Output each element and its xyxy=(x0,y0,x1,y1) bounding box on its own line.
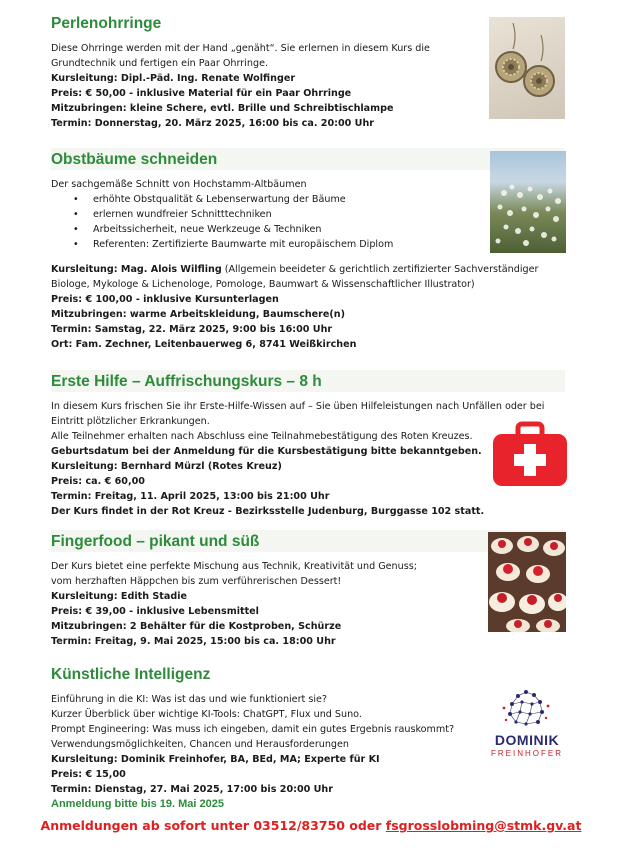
course-price: Preis: € 50,00 - inklusive Material für ein Paar Ohrringe xyxy=(51,88,352,99)
first-aid-kit-icon xyxy=(490,420,570,488)
course-leader: Kursleitung: Dipl.-Päd. Ing. Renate Wolfinger xyxy=(51,73,296,84)
course-date: Termin: Donnerstag, 20. März 2025, 16:00 bis ca. 20:00 Uhr xyxy=(51,118,375,129)
description-line: Eintritt plötzlicher Erkrankungen. xyxy=(51,416,210,427)
course-date: Termin: Samstag, 22. März 2025, 9:00 bis 16:00 Uhr xyxy=(51,324,333,335)
course-leader: Kursleitung: Bernhard Mürzl (Rotes Kreuz) xyxy=(51,461,282,472)
course-bring: Mitzubringen: 2 Behälter für die Kostproben, Schürze xyxy=(51,621,342,632)
course-leader: Kursleitung: Dominik Freinhofer, BA, BEd, MA; Experte für KI xyxy=(51,754,380,765)
course-leader: Kursleitung: Edith Stadie xyxy=(51,591,188,602)
course-title: Künstliche Intelligenz xyxy=(51,666,211,683)
list-item: • Arbeitssicherheit, neue Werkzeuge & Techniken xyxy=(51,222,538,237)
earrings-photo xyxy=(489,17,565,119)
logo-subtitle: FREINHOFER xyxy=(491,749,563,758)
leader-info: (Allgemein beeideter & gerichtlich zertifizierter Sachverständiger xyxy=(221,264,539,275)
course-date: Termin: Freitag, 11. April 2025, 13:00 bis 21:00 Uhr xyxy=(51,491,330,502)
course-date: Termin: Dienstag, 27. Mai 2025, 17:00 bis 20:00 Uhr xyxy=(51,784,333,795)
description-line: vom herzhaften Häppchen bis zum verführerischen Dessert! xyxy=(51,576,342,587)
course-bring: Mitzubringen: kleine Schere, evtl. Brille und Schreibtischlampe xyxy=(51,103,394,114)
course-erste-hilfe xyxy=(51,372,544,519)
description-line: In diesem Kurs frischen Sie ihr Erste-Hilfe-Wissen auf – Sie üben Hilfeleistungen nach Unfällen oder bei xyxy=(51,401,545,412)
course-obstbaeume xyxy=(51,150,538,352)
course-price: Preis: € 39,00 - inklusive Lebensmittel xyxy=(51,606,259,617)
description-line: Diese Ohrringe werden mit der Hand „genäht“. Sie erlernen in diesem Kurs die xyxy=(51,43,430,54)
description-line: Verwendungsmöglichkeiten, Chancen und Herausforderungen xyxy=(51,739,350,750)
dominik-freinhofer-logo xyxy=(482,686,572,762)
brain-network-icon xyxy=(482,686,572,736)
description-line: Alle Teilnehmer erhalten nach Abschluss eine Teilnahmebestätigung des Roten Kreuzes. xyxy=(51,431,473,442)
leader-info: Biologe, Mykologe & Lichenologe, Pomologe, Baumwart & Wissenschaftlicher Illustrator) xyxy=(51,279,475,290)
logo-name: DOMINIK xyxy=(494,732,560,748)
list-item: • erhöhte Obstqualität & Lebenserwartung der Bäume xyxy=(51,192,538,207)
description-line: Grundtechnik und fertigen ein Paar Ohrringe. xyxy=(51,58,269,69)
course-ki xyxy=(51,665,454,812)
registration-deadline: Anmeldung bitte bis 19. Mai 2025 xyxy=(51,798,224,810)
birthdate-note: Geburtsdatum bei der Anmeldung für die Kursbestätigung bitte bekanntgeben. xyxy=(51,446,482,457)
course-leader xyxy=(51,262,538,277)
course-price: Preis: € 100,00 - inklusive Kursunterlagen xyxy=(51,294,279,305)
course-title: Obstbäume schneiden xyxy=(51,151,218,168)
course-fingerfood xyxy=(51,532,417,649)
course-title: Erste Hilfe – Auffrischungskurs – 8 h xyxy=(51,373,322,390)
list-item: • Referenten: Zertifizierte Baumwarte mit europäischem Diplom xyxy=(51,237,538,252)
description-line: Prompt Engineering: Was muss ich eingeben, damit ein gutes Ergebnis rauskommt? xyxy=(51,724,455,735)
topic-list xyxy=(51,192,538,252)
course-title: Perlenohrringe xyxy=(51,15,162,32)
course-location: Der Kurs findet in der Rot Kreuz - Bezirksstelle Judenburg, Burggasse 102 statt. xyxy=(51,506,485,517)
fingerfood-photo xyxy=(488,532,566,632)
description-line: Der Kurs bietet eine perfekte Mischung aus Technik, Kreativität und Genuss; xyxy=(51,561,417,572)
registration-footer xyxy=(0,818,622,833)
blossom-tree-photo xyxy=(490,151,566,253)
course-perlenohrringe xyxy=(51,14,430,131)
course-date: Termin: Freitag, 9. Mai 2025, 15:00 bis ca. 18:00 Uhr xyxy=(51,636,336,647)
course-price: Preis: ca. € 60,00 xyxy=(51,476,145,487)
list-item: • erlernen wundfreier Schnitttechniken xyxy=(51,207,538,222)
footer-text: Anmeldungen ab sofort unter 03512/83750 oder xyxy=(40,818,386,833)
description-line: Kurzer Überblick über wichtige KI-Tools: ChatGPT, Flux und Suno. xyxy=(51,709,362,720)
course-location: Ort: Fam. Zechner, Leitenbauerweg 6, 8741 Weißkirchen xyxy=(51,339,357,350)
leader-name: Kursleitung: Mag. Alois Wilfling xyxy=(51,264,222,275)
description-line: Einführung in die KI: Was ist das und wie funktioniert sie? xyxy=(51,694,328,705)
course-title: Fingerfood – pikant und süß xyxy=(51,533,260,550)
description-line: Der sachgemäße Schnitt von Hochstamm-Altbäumen xyxy=(51,179,307,190)
course-price: Preis: € 15,00 xyxy=(51,769,126,780)
email-link[interactable]: fsgrosslobming@stmk.gv.at xyxy=(385,818,582,833)
course-bring: Mitzubringen: warme Arbeitskleidung, Baumschere(n) xyxy=(51,309,345,320)
